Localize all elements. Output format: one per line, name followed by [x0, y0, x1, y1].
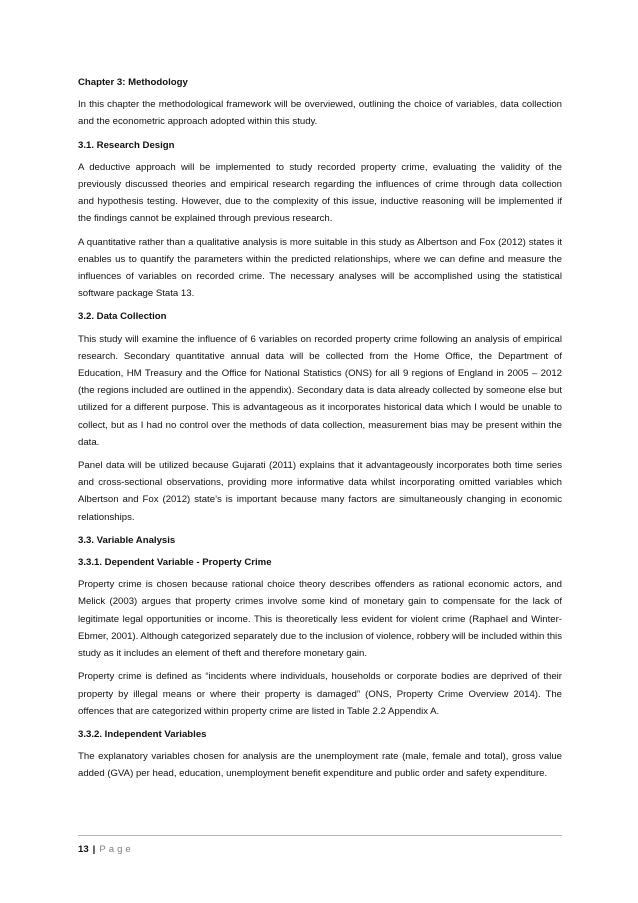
research-design-paragraph-2: A quantitative rather than a qualitative analysis is more suitable in this study as Albertson and Fox (2012) states it enables us to quantify the parameters within the predicted relationships, where we can define and measure the influences of variables on recorded crime. The necessary analyses will be accomplished using the statistical software package Stata 13. [78, 236, 562, 300]
data-collection-paragraph-2: Panel data will be utilized because Gujarati (2011) explains that it advantageously incorporates both time series and cross-sectional observations, providing more informative data whilst incorporating omitted variables which Albertson and Fox (2012) state’s is important because many factors are simultaneously changing in economic relationships. [78, 460, 562, 523]
footer-separator: | [92, 844, 96, 855]
page-footer [78, 843, 134, 857]
chapter-title: Chapter 3: Methodology [78, 77, 188, 88]
research-design-paragraph-1: A deductive approach will be implemented to study recorded property crime, evaluating the validity of the previously discussed theories and empirical research regarding the influences of crime through data collection and hypothesis testing. However, due to the complexity of this issue, inductive reasoning will be implemented if the findings cannot be explained through previous research. [78, 161, 562, 225]
page-number: 13 [78, 844, 89, 855]
page-content [78, 74, 562, 789]
footer-divider [78, 835, 562, 836]
chapter-intro: In this chapter the methodological framework will be overviewed, outlining the choice of variables, data collection and the econometric approach adopted within this study. [78, 99, 562, 128]
dependent-variable-paragraph-2: Property crime is defined as “incidents where individuals, households or corporate bodies are deprived of their property by illegal means or where their property is damaged” (ONS, Property Crime Overview 2014). The offences that are categorized within property crime are listed in Table 2.2 Appendix A. [78, 671, 562, 717]
data-collection-paragraph-1: This study will examine the influence of 6 variables on recorded property crime following an analysis of empirical research. Secondary quantitative annual data will be collected from the Home Office, the Department of Education, HM Treasury and the Office for National Statistics (ONS) for all 9 regions of England in 2005 – 2012 (the regions included are outlined in the appendix). Secondary data is data already collected by someone else but utilized for a different purpose. This is advantageous as it incorporates historical data which I would be unable to collect, but as I had no control over the methods of data collection, measurement bias may be present within the data. [78, 333, 562, 448]
section-heading-data-collection: 3.2. Data Collection [78, 311, 167, 323]
subsection-heading-dependent-variable: 3.3.1. Dependent Variable - Property Crime [78, 557, 272, 569]
page-label: Page [99, 844, 134, 855]
independent-variables-paragraph-1: The explanatory variables chosen for analysis are the unemployment rate (male, female and total), gross value added (GVA) per head, education, unemployment benefit expenditure and public order and safety expenditure. [78, 751, 562, 780]
dependent-variable-paragraph-1: Property crime is chosen because rational choice theory describes offenders as rational economic actors, and Melick (2003) argues that property crimes involve some kind of monetary gain to compensate for the lack of legitimate legal opportunities or income. This is theoretically less evident for violent crime (Raphael and Winter-Ebmer, 2001). Although categorized separately due to the inclusion of violence, robbery will be included within this study as it includes an element of theft and therefore monetary gain. [78, 579, 562, 660]
section-heading-research-design: 3.1. Research Design [78, 139, 175, 151]
subsection-heading-independent-variables: 3.3.2. Independent Variables [78, 728, 207, 740]
section-heading-variable-analysis: 3.3. Variable Analysis [78, 534, 176, 546]
